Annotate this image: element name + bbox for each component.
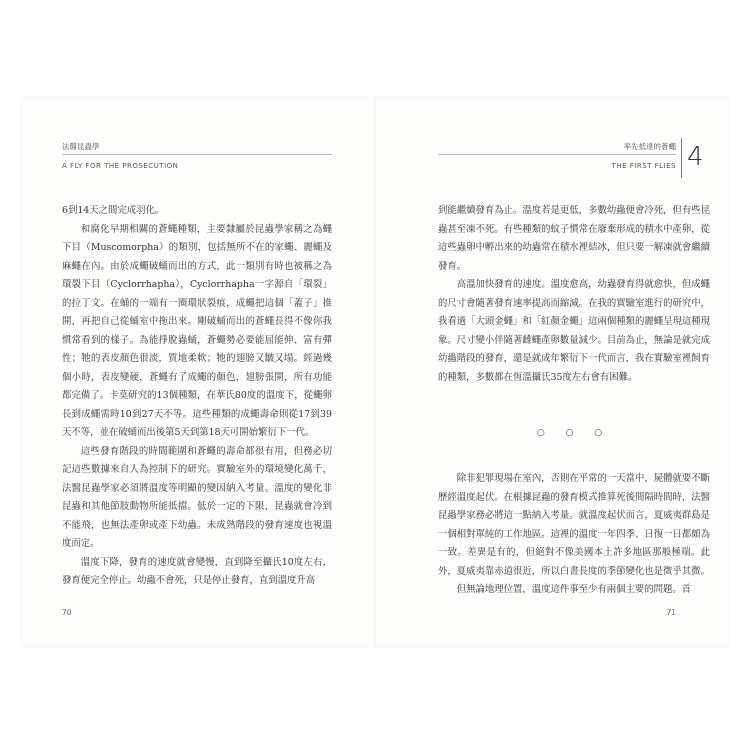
book-gutter [374, 98, 376, 646]
running-head-en: THE FIRST FLIES [611, 162, 676, 170]
paragraph: 6到14天之間完成羽化。 [62, 205, 165, 216]
running-head-zh: 率先抵達的蒼蠅 [623, 142, 676, 151]
running-head-en: A FLY FOR THE PROSECUTION [62, 162, 179, 170]
right-page [376, 98, 728, 646]
paragraph: 溫度下降，發育的速度就會變慢，直到降至攝氏10度左右，發育便完全停止。幼蟲不會死，只是停止發育，直到溫度升高 [62, 556, 332, 586]
right-body-text-top [438, 202, 710, 387]
page-number: 70 [62, 608, 72, 617]
paragraph: 到能繼續發育為止。溫度若是更低，多數幼蟲便會冷死，但有些昆蟲甚至凍不死。有些種類的蚊子慣常在廢棄形成的積水中產卵，從這些蟲卵中孵出來的幼蟲常在積水裡結冰，但只要一解凍就會繼續發育。 [438, 205, 710, 272]
page-number: 71 [666, 608, 676, 617]
paragraph: 和腐化早期相關的蒼蠅種類，主要隸屬於昆蟲學家稱之為蠅下目（Muscomorpha）的類別，包括無所不在的家蠅、麗蠅及麻蠅在內。由於成蠅破蛹而出的方式，此一類別有時也被稱之為環裂下目（Cyclorrhapha），Cyclorrhapha一字源自「環裂」的拉丁文。在蛹的一端有一圈環狀裂痕，成蠅把這個「蓋子」推開，再把自己從蛹室中拖出來。剛破蛹而出的蒼蠅長得不像你我慣常看到的樣子。為能掙脫蟲蛹，蒼蠅勢必要能屈能伸、富有彈性；牠的表皮顏色很淡，質地柔軟；牠的翅膀又皺又塌。經過幾個小時，表皮變硬，蒼蠅有了成蠅的顏色，翅膀張開，所有功能都完備了。卡莫研究的13個種類，在華氏80度的溫度下，從蠅卵長到成蠅需時10到27天不等。這些種類的成蠅壽命則從17到39天不等，並在破蛹而出後第5天到第18天可開始繁衍下一代。 [62, 223, 332, 438]
paragraph: 這些發育階段的時間範圍和蒼蠅的壽命都很有用，但務必切記這些數據來自人為控制下的研究。實驗室外的環境變化萬千，法醫昆蟲學家必須將溫度等明顯的變因納入考量。溫度的變化非昆蟲和其他節肢動物所能抵擋。低於一定的下限，昆蟲就會冷到不能飛，也無法產卵或產下幼蟲。未成熟階段的發育速度也視溫度而定。 [62, 445, 332, 549]
chapter-number: 4 [687, 142, 704, 172]
paragraph: 但無論地理位置，溫度這件事至少有兩個主要的問題。首 [456, 584, 692, 595]
chapter-divider [681, 138, 682, 178]
right-body-text-bottom [438, 470, 710, 600]
left-body-text [62, 202, 332, 591]
paragraph: 除非犯罪現場在室內，否則在平常的一天當中，屍體就要不斷歷經溫度起伏。在根據昆蟲的發育模式推算死後間隔時間時，法醫昆蟲學家務必將這一點納入考量。就溫度起伏而言，夏威夷群島是一個相對單純的工作地區。這裡的溫度一年四季、日復一日都頗為一致。差異是有的，但絕對不像美國本土許多地區那般極端。此外，夏威夷靠赤道很近，所以白晝長度的季節變化也是微乎其微。 [438, 473, 710, 577]
header-rule [62, 154, 332, 155]
header-rule [438, 154, 676, 155]
running-head-zh: 法醫昆蟲學 [62, 142, 100, 151]
section-break-ornament: ○ ○ ○ [536, 428, 612, 438]
paragraph: 高溫加快發育的速度。溫度愈高，幼蟲發育得就愈快，但成蠅的尺寸會隨著發育速率提高而縮減。在我的實驗室進行的研究中，我看過「大頭金蠅」和「紅顏金蠅」這兩個種類的麗蠅呈現這種現象。尺寸變小伴隨著雌蠅產卵數量減少。目前為止，無論是就完成幼蟲階段的發育，還是就成年繁衍下一代而言，我在實驗室裡飼育的種類，多數都在恆溫攝氏35度左右會有困難。 [438, 279, 710, 383]
left-page [22, 98, 374, 646]
